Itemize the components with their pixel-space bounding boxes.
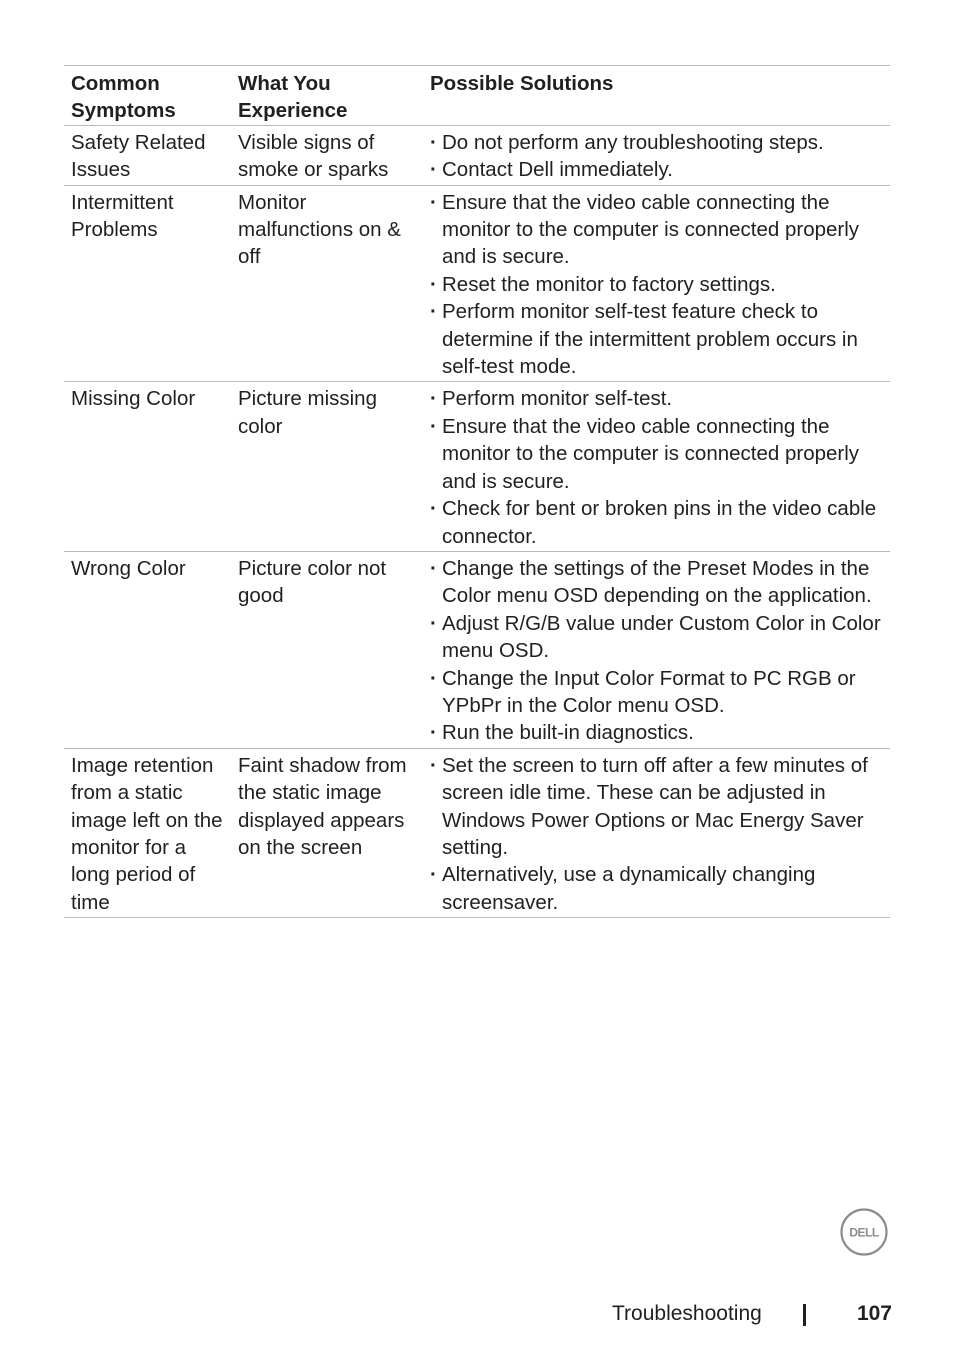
symptom-cell: Wrong Color <box>71 556 186 580</box>
symptom-cell: Safety Related Issues <box>71 130 206 182</box>
solution-item: · Adjust R/G/B value under Custom Color in Color menu OSD. <box>430 610 884 665</box>
solution-item: · Perform monitor self-test feature check to determine if the intermittent problem occurs in self-test mode. <box>430 298 884 380</box>
solution-item: · Ensure that the video cable connecting the monitor to the computer is connected properly and is secure. <box>430 189 884 271</box>
solution-item: · Check for bent or broken pins in the video cable connector. <box>430 495 884 550</box>
solutions-list <box>430 189 884 381</box>
solutions-list <box>430 752 884 916</box>
solutions-cell <box>423 125 890 185</box>
solution-item: · Do not perform any troubleshooting steps. <box>430 129 884 156</box>
table-row <box>64 382 890 551</box>
experience-cell: Picture color not good <box>238 556 387 608</box>
footer-section-title: Troubleshooting <box>612 1302 762 1325</box>
page-number: 107 <box>856 1302 892 1325</box>
symptom-cell: Intermittent Problems <box>71 190 174 242</box>
solutions-list <box>430 385 884 549</box>
table-header-row <box>64 66 890 126</box>
solution-item: · Perform monitor self-test. <box>430 385 884 412</box>
experience-cell: Visible signs of smoke or sparks <box>238 130 389 182</box>
dell-logo-text: DELL <box>849 1225 879 1240</box>
solutions-list <box>430 129 884 184</box>
solution-item: · Change the Input Color Format to PC RGB or YPbPr in the Color menu OSD. <box>430 665 884 720</box>
solutions-cell <box>423 551 890 748</box>
solution-item: · Reset the monitor to factory settings. <box>430 271 884 298</box>
experience-cell: Faint shadow from the static image displayed appears on the screen <box>238 753 407 859</box>
dell-logo-icon <box>840 1208 888 1256</box>
table-row <box>64 748 890 917</box>
experience-cell: Picture missing color <box>238 387 377 438</box>
solution-item: · Alternatively, use a dynamically changing screensaver. <box>430 861 884 916</box>
solutions-cell <box>423 382 890 551</box>
solutions-cell <box>423 748 890 917</box>
symptom-cell: Image retention from a static image left on the monitor for a long period of time <box>71 753 223 914</box>
header-common-symptoms: Common Symptoms <box>71 72 176 123</box>
solutions-list <box>430 555 884 747</box>
table-row <box>64 125 890 185</box>
header-what-you-experience: What You Experience <box>238 72 348 123</box>
table-row <box>64 551 890 748</box>
experience-cell: Monitor malfunctions on & off <box>238 190 401 269</box>
solution-item: · Set the screen to turn off after a few minutes of screen idle time. These can be adjusted in Windows Power Options or Mac Energy Saver setting. <box>430 752 884 862</box>
solution-item: · Ensure that the video cable connecting the monitor to the computer is connected properly and is secure. <box>430 413 884 495</box>
symptom-cell: Missing Color <box>71 387 196 411</box>
solution-item: · Change the settings of the Preset Modes in the Color menu OSD depending on the application. <box>430 555 884 610</box>
troubleshooting-table <box>64 65 890 918</box>
footer-divider <box>803 1304 806 1326</box>
header-possible-solutions: Possible Solutions <box>430 72 614 95</box>
solutions-cell <box>423 185 890 382</box>
solution-item: · Run the built-in diagnostics. <box>430 719 884 746</box>
table-row <box>64 185 890 382</box>
solution-item: · Contact Dell immediately. <box>430 156 884 183</box>
